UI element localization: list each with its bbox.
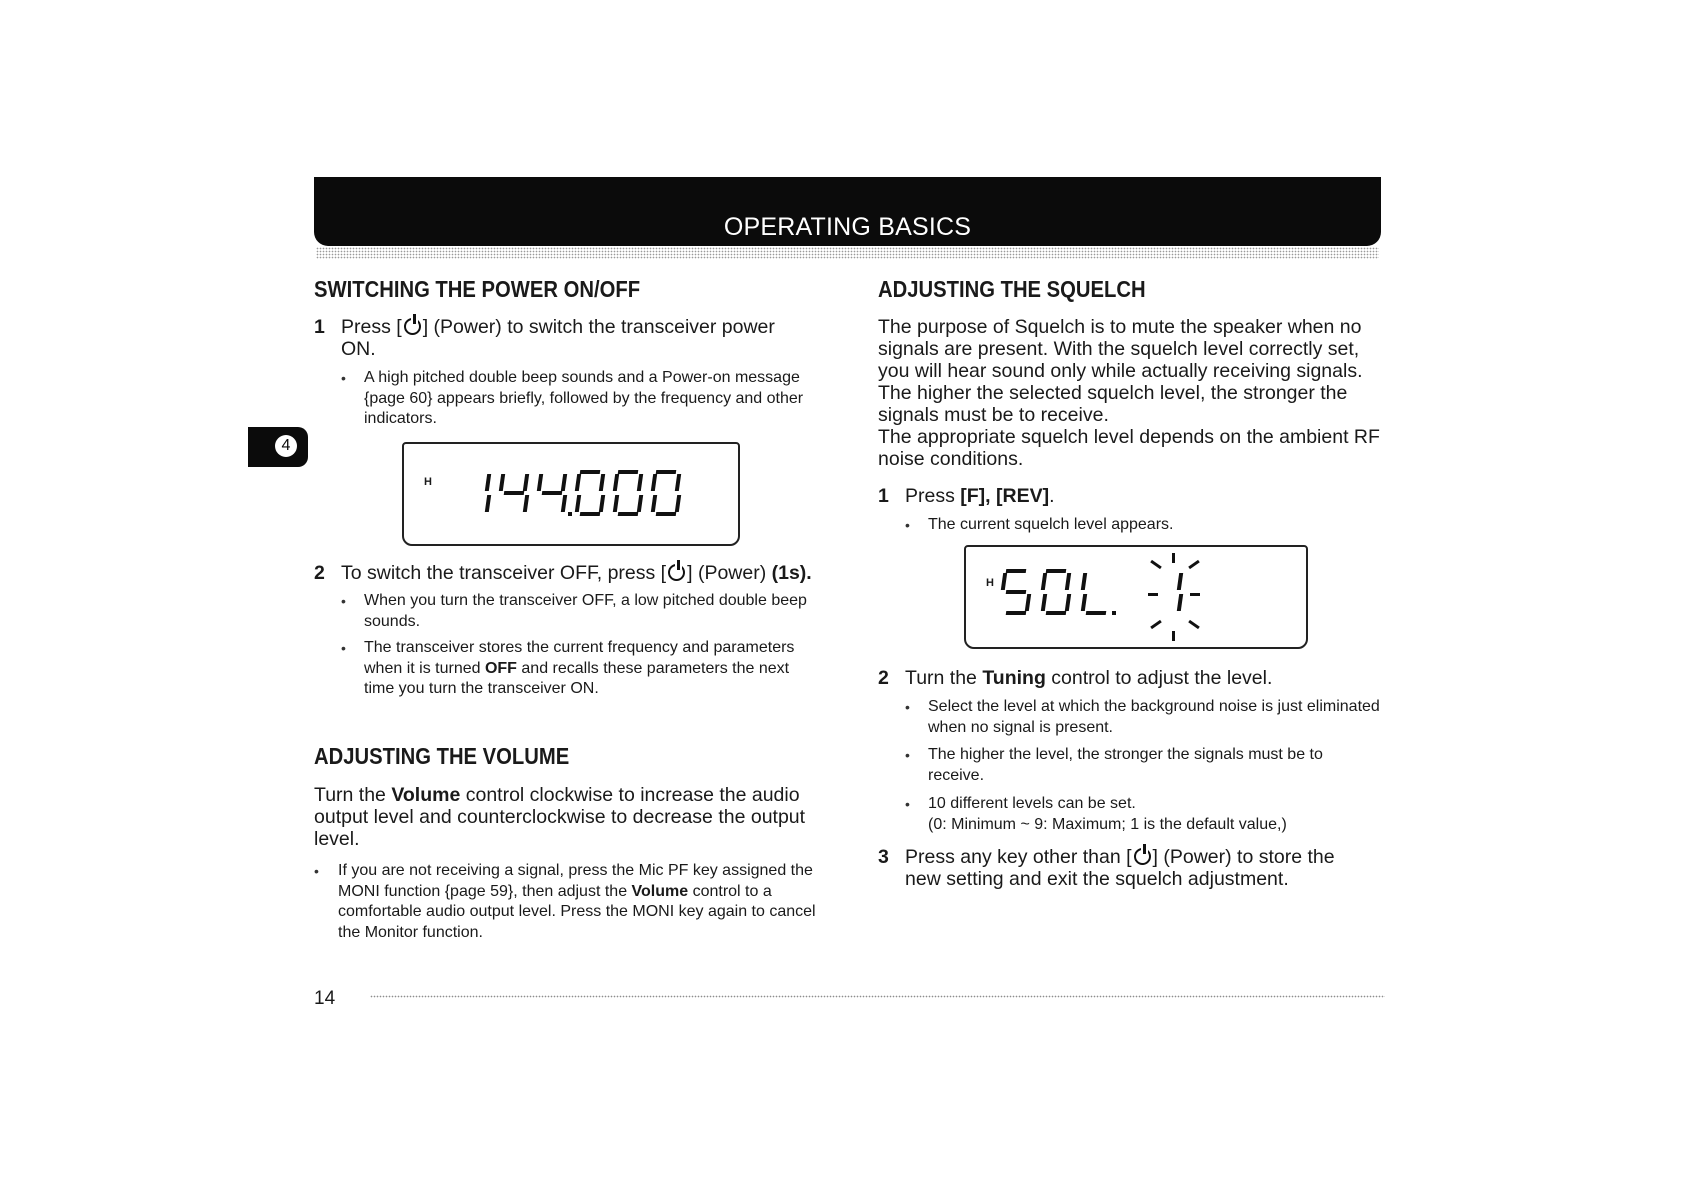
power-step1-bullet: A high pitched double beep sounds and a Power-on message {page 60} appears briefly, followed by the frequency and other indicators. [364, 369, 804, 427]
lcd-segment [637, 474, 643, 491]
lcd-segment [637, 495, 643, 512]
power-step2-bold: (1s). [771, 562, 812, 584]
lcd-segment [651, 495, 657, 512]
lcd-segment [618, 512, 639, 516]
lcd-h-indicator: H [986, 577, 994, 589]
bullet-dot: • [905, 747, 910, 763]
squelch-step2-bullet3 [928, 794, 1383, 835]
lcd-blink-mark [1188, 620, 1200, 629]
lcd-segment [599, 495, 605, 512]
squelch-step3-number: 3 [878, 846, 889, 868]
lcd-segment [1041, 573, 1047, 590]
squelch-step2-text [905, 667, 1375, 689]
lcd-segment [575, 474, 581, 491]
lcd-segment [613, 495, 619, 512]
lcd-segment [1177, 573, 1183, 590]
lcd-segment [618, 470, 639, 474]
lcd-blink-mark [1148, 593, 1158, 596]
lcd-segment [537, 474, 543, 491]
lcd-segment [599, 474, 605, 491]
volume-para-bold: Volume [391, 784, 461, 806]
volume-para-pre: Turn the [314, 784, 392, 806]
squelch-step1-post: . [1049, 485, 1055, 507]
footer-dotted-rule [370, 995, 1385, 998]
lcd-segment [1065, 573, 1071, 590]
power-step1-number: 1 [314, 316, 325, 338]
squelch-intro: The purpose of Squelch is to mute the speaker when no signals are present. With the squelch level correctly set, you will hear sound only while actually receiving signals. The higher the selected squelch level, the stronger the signals must be to receive. [878, 316, 1363, 426]
lcd-segment [1001, 573, 1007, 590]
power-icon [668, 564, 685, 581]
power-icon [1134, 848, 1151, 865]
lcd-segment [485, 474, 491, 491]
volume-bullet-bold: Volume [631, 882, 689, 900]
squelch-step2-pre: Turn the [905, 667, 983, 689]
header-dotted-rule [316, 247, 1379, 259]
power-step2-text [341, 562, 841, 584]
lcd-segment [499, 474, 505, 491]
lcd-segment [656, 470, 677, 474]
power-step2-bullet2 [364, 638, 819, 700]
lcd-segment [1081, 573, 1087, 590]
section-header-bar [314, 177, 1381, 246]
lcd-segment [1006, 590, 1027, 594]
volume-bullet-post: control to a comfortable audio output level. Press the MONI key again to cancel the Monitor function. [338, 882, 816, 941]
power-step2-b2-bold: OFF [484, 659, 517, 677]
power-step2-b2-pre: The transceiver stores the current frequency and parameters when it is turned [364, 639, 795, 677]
lcd-segment [1065, 594, 1071, 611]
squelch-step3-post: ] (Power) to store the new setting and exit the squelch adjustment. [905, 846, 1335, 890]
squelch-step2-b3-line2: (0: Minimum ~ 9: Maximum; 1 is the default value,) [928, 815, 1287, 833]
lcd-segment [580, 512, 601, 516]
lcd-blink-mark [1150, 560, 1162, 569]
chapter-tab [248, 427, 308, 467]
lcd-segment [1025, 594, 1031, 611]
squelch-step2-number: 2 [878, 667, 889, 689]
bullet-dot: • [341, 593, 346, 609]
lcd-segment [1046, 569, 1067, 573]
squelch-step2-bold: Tuning [982, 667, 1046, 689]
squelch-step1-text [905, 485, 1375, 507]
lcd-segment [561, 495, 567, 512]
chapter-number: 4 [275, 435, 297, 457]
lcd-segment [561, 474, 567, 491]
bullet-dot: • [341, 640, 346, 656]
lcd-segment [675, 495, 681, 512]
volume-para-post: control clockwise to increase the audio output level and counterclockwise to decrease the output level. [314, 784, 806, 850]
volume-heading: ADJUSTING THE VOLUME [314, 743, 570, 769]
power-step2-b2-post: and recalls these parameters the next time you turn the transceiver ON. [364, 659, 790, 697]
lcd-blink-mark [1190, 593, 1200, 596]
squelch-step2-bullet1: Select the level at which the background noise is just eliminated when no signal is present. [928, 698, 1380, 736]
lcd-segment [1006, 569, 1027, 573]
lcd-segment [575, 495, 581, 512]
squelch-step1-bullet: The current squelch level appears. [928, 516, 1174, 533]
volume-bullet-pre: If you are not receiving a signal, press the Mic PF key assigned the MONI function {page 59}, then adjust the [338, 862, 813, 900]
lcd-frequency-display [402, 442, 740, 546]
lcd-segment [1046, 611, 1067, 615]
bullet-dot: • [314, 863, 319, 879]
squelch-step3-pre: Press any key other than [ [905, 846, 1132, 868]
lcd-blink-mark [1172, 631, 1175, 641]
power-step2-bullet1: When you turn the transceiver OFF, a low pitched double beep sounds. [364, 592, 807, 630]
squelch-heading: ADJUSTING THE SQUELCH [878, 276, 1146, 302]
squelch-step1-bold: [F], [REV] [960, 485, 1050, 507]
power-step2-number: 2 [314, 562, 325, 584]
lcd-segment [675, 474, 681, 491]
lcd-squelch-display [964, 545, 1308, 649]
lcd-segment [1177, 594, 1183, 611]
bullet-dot: • [905, 517, 910, 533]
volume-bullet [338, 861, 823, 943]
power-heading: SWITCHING THE POWER ON/OFF [314, 276, 641, 302]
squelch-intro2: The appropriate squelch level depends on the ambient RF noise conditions. [878, 426, 1380, 470]
lcd-squelch-digits [966, 547, 1306, 647]
lcd-blink-mark [1172, 553, 1175, 563]
lcd-segment [523, 474, 529, 491]
squelch-step1-number: 1 [878, 485, 889, 507]
squelch-step2-post: control to adjust the level. [1045, 667, 1273, 689]
lcd-segment [1086, 611, 1107, 615]
lcd-segment [485, 495, 491, 512]
bullet-dot: • [341, 370, 346, 386]
lcd-segment [656, 512, 677, 516]
lcd-segment [542, 491, 563, 495]
bullet-dot: • [905, 699, 910, 715]
squelch-step2-b3-line1: 10 different levels can be set. [928, 795, 1136, 812]
bullet-dot: • [905, 796, 910, 812]
volume-paragraph [314, 784, 834, 850]
squelch-step2-bullet2: The higher the level, the stronger the signals must be to receive. [928, 746, 1323, 784]
lcd-blink-mark [1188, 560, 1200, 569]
power-icon [404, 318, 421, 335]
lcd-h-indicator: H [424, 476, 432, 488]
lcd-segment [1006, 611, 1027, 615]
lcd-decimal-point [1112, 611, 1116, 615]
lcd-segment [504, 491, 525, 495]
section-title: OPERATING BASICS [723, 213, 972, 241]
squelch-step3-text [905, 846, 1375, 890]
lcd-segment [1081, 594, 1087, 611]
power-step1-post: ] (Power) to switch the transceiver power ON. [341, 316, 775, 360]
lcd-segment [580, 470, 601, 474]
squelch-step1-pre: Press [905, 485, 961, 507]
lcd-segment [613, 474, 619, 491]
lcd-blink-mark [1150, 620, 1162, 629]
page-number: 14 [314, 988, 336, 1009]
lcd-segment [523, 495, 529, 512]
lcd-segment [651, 474, 657, 491]
lcd-frequency-digits [404, 444, 738, 544]
lcd-decimal-point [568, 512, 572, 516]
lcd-segment [1041, 594, 1047, 611]
power-step2-pre: To switch the transceiver OFF, press [ [341, 562, 667, 584]
power-step2-mid: ] (Power) [687, 562, 772, 584]
power-step1-text [341, 316, 811, 360]
power-step1-pre: Press [ [341, 316, 402, 338]
